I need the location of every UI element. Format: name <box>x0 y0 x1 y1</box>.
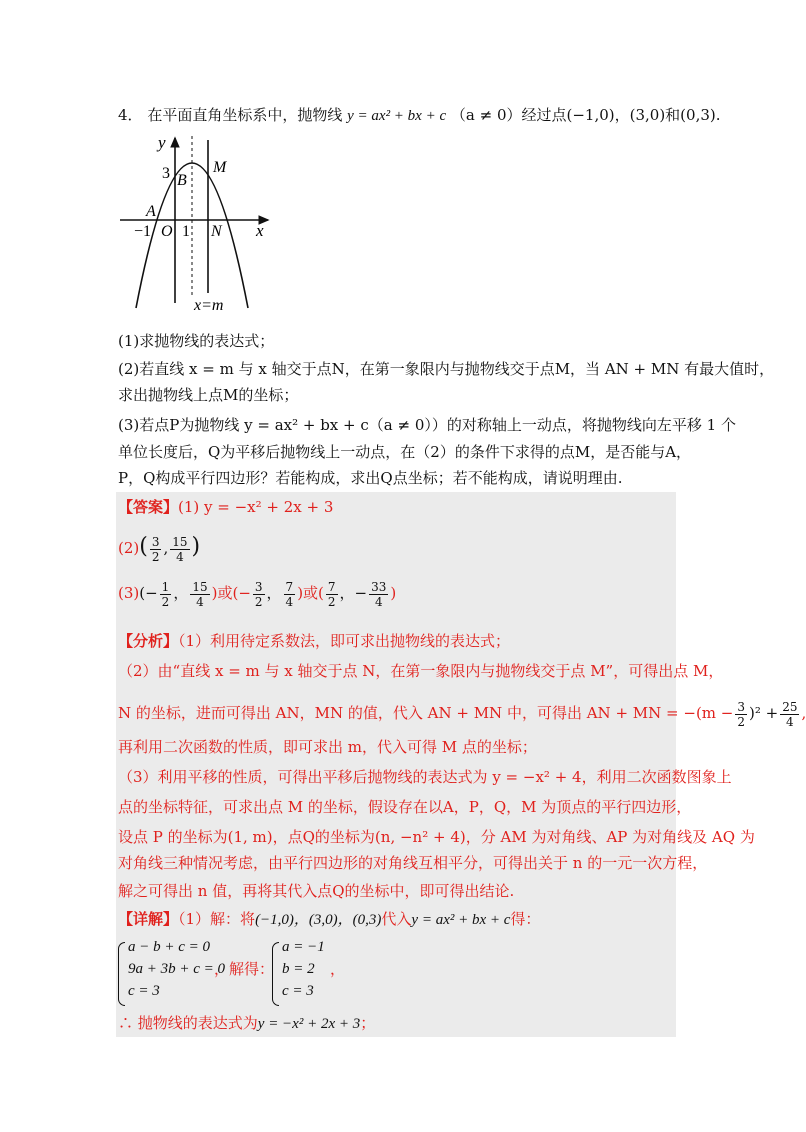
equation-system-2 <box>282 936 325 1002</box>
analysis-frac-2: $\frac{25}{4}$ <box>782 699 798 729</box>
answer-2-comma: , <box>163 539 169 557</box>
answer-3-end: ) <box>390 584 397 602</box>
parabola-figure <box>116 128 281 313</box>
equation-row: c = 3 <box>128 983 160 999</box>
answer-3-sep: ， <box>266 584 282 602</box>
answer-3-or: )或( <box>297 584 324 602</box>
analysis-line-5: （3）利用平移的性质，可得出平移后抛物线的表达式为 y = −x² + 4，利用二次函数图象上 <box>118 768 732 786</box>
analysis-tag: 【分析】 <box>118 632 179 650</box>
analysis-text: （1）利用待定系数法，即可求出抛物线的表达式； <box>178 632 511 650</box>
question-3-line-3: P，Q构成平行四边形？若能构成，求出Q点坐标；若不能构成，请说明理由. <box>118 469 623 487</box>
analysis-text: , <box>801 704 806 722</box>
answer-3-sep: ， <box>173 584 189 602</box>
analysis-line-1 <box>118 630 510 652</box>
answer-3-frac-3: $\frac{3}{2}$ <box>254 579 263 609</box>
equation-system-1 <box>128 936 225 1002</box>
answer-3-frac-5: $\frac{7}{2}$ <box>327 579 336 609</box>
answer-3-frac-1: $\frac{1}{2}$ <box>161 579 170 609</box>
point-A-label: A <box>146 203 156 220</box>
answer-2-prefix: (2) <box>118 539 140 557</box>
point-N-label: N <box>211 223 222 240</box>
equation-row: a = −1 <box>282 939 325 955</box>
equation-row: b = 2 <box>282 961 315 977</box>
answer-1: (1) y = −x² + 2x + 3 <box>178 498 334 516</box>
detail-last-line <box>118 1012 375 1035</box>
line-x-m-label: x=m <box>194 297 224 314</box>
answer-3-sep: ，− <box>339 584 368 602</box>
analysis-line-3 <box>118 698 806 729</box>
question-2-line-1: (2)若直线 x = m 与 x 轴交于点N，在第一象限内与抛物线交于点M，当 AN + MN 有最大值时， <box>118 360 775 378</box>
label-neg1: −1 <box>134 223 152 240</box>
answer-3-part: (− <box>139 584 158 602</box>
detail-text: 得： <box>510 910 541 928</box>
point-M-label: M <box>213 159 227 176</box>
system-brace-2 <box>272 942 279 1006</box>
answer-line-3 <box>118 578 396 609</box>
detail-points: (−1,0)，(3,0)，(0,3) <box>255 912 382 928</box>
detail-text: ∴ 抛物线的表达式为 <box>118 1014 258 1032</box>
problem-number: 4． <box>118 106 143 124</box>
y-axis-label: y <box>158 133 166 152</box>
equation-row: c = 3 <box>282 983 314 999</box>
detail-equation: y = ax² + bx + c <box>411 912 511 928</box>
origin-label: O <box>161 223 173 240</box>
answer-3-frac-2: $\frac{15}{4}$ <box>192 579 208 609</box>
analysis-line-8: 对角线三种情况考虑，由平行四边形的对角线互相平分，可得出关于 n 的一元一次方程， <box>118 854 708 872</box>
question-3-line-2: 单位长度后，Q为平移后抛物线上一动点，在（2）的条件下求得的点M，是否能与A， <box>118 443 692 461</box>
solve-text: ，解得： <box>214 960 275 978</box>
analysis-line-9: 解之可得出 n 值，再将其代入点Q的坐标中，即可得出结论. <box>118 882 515 900</box>
answer-3-frac-4: $\frac{7}{4}$ <box>285 579 294 609</box>
analysis-frac-1: $\frac{3}{2}$ <box>737 699 745 729</box>
answer-3-prefix: (3) <box>118 584 140 602</box>
answer-2-frac-1: $\frac{3}{2}$ <box>151 534 160 564</box>
answer-2-open: ( <box>139 534 148 559</box>
problem-condition: （a ≠ 0）经过点(−1,0)，(3,0)和(0,3). <box>450 106 721 124</box>
question-1: (1)求抛物线的表达式； <box>118 332 275 350</box>
detail-text: ； <box>360 1014 376 1032</box>
point-B-label: B <box>177 172 187 189</box>
analysis-line-2: （2）由“直线 x = m 与 x 轴交于点 N，在第一象限内与抛物线交于点 M”，可得出点 M， <box>118 662 724 680</box>
detail-tag: 【详解】 <box>118 910 179 928</box>
answer-tag: 【答案】 <box>118 498 179 516</box>
detail-text: （1）解：将 <box>178 910 256 928</box>
system-brace-1 <box>118 942 125 1006</box>
answer-2-frac-2: $\frac{15}{4}$ <box>172 534 188 564</box>
answer-3-frac-6: $\frac{33}{4}$ <box>371 579 387 609</box>
problem-stem: 在平面直角坐标系中，抛物线 <box>147 106 343 124</box>
equation-row: a − b + c = 0 <box>128 939 211 955</box>
x-axis-label: x <box>256 221 264 240</box>
analysis-text: N 的坐标，进而可得出 AN，MN 的值，代入 AN + MN 中，可得出 AN + MN = −(m − <box>118 704 734 722</box>
answer-line-2 <box>118 532 200 564</box>
answer-line-1 <box>118 496 333 518</box>
final-expression: y = −x² + 2x + 3 <box>257 1016 361 1032</box>
analysis-text: )² + <box>749 704 779 722</box>
label-3: 3 <box>162 165 170 182</box>
analysis-line-7: 设点 P 的坐标为(1, m)，点Q的坐标为(n, −n² + 4)，分 AM 为对角线、AP 为对角线及 AQ 为 <box>118 828 755 846</box>
problem-line-1 <box>118 104 721 127</box>
system-end: ， <box>330 960 346 978</box>
question-3-line-1: (3)若点P为抛物线 y = ax² + bx + c（a ≠ 0））的对称轴上一动点，将抛物线向左平移 1 个 <box>118 416 736 434</box>
analysis-line-6: 点的坐标特征，可求出点 M 的坐标，假设存在以A，P，Q，M 为顶点的平行四边形， <box>118 798 692 816</box>
label-1: 1 <box>182 223 190 240</box>
detail-line-1 <box>118 908 540 931</box>
equation-row: 9a + 3b + c = 0 <box>128 961 226 977</box>
answer-3-or: )或(− <box>211 584 251 602</box>
detail-text: 代入 <box>381 910 412 928</box>
analysis-line-4: 再利用二次函数的性质，即可求出 m，代入可得 M 点的坐标； <box>118 738 537 756</box>
answer-2-close: ) <box>191 534 201 559</box>
question-2-line-2: 求出抛物线上点M的坐标； <box>118 386 299 404</box>
problem-equation: y = ax² + bx + c <box>347 108 447 124</box>
